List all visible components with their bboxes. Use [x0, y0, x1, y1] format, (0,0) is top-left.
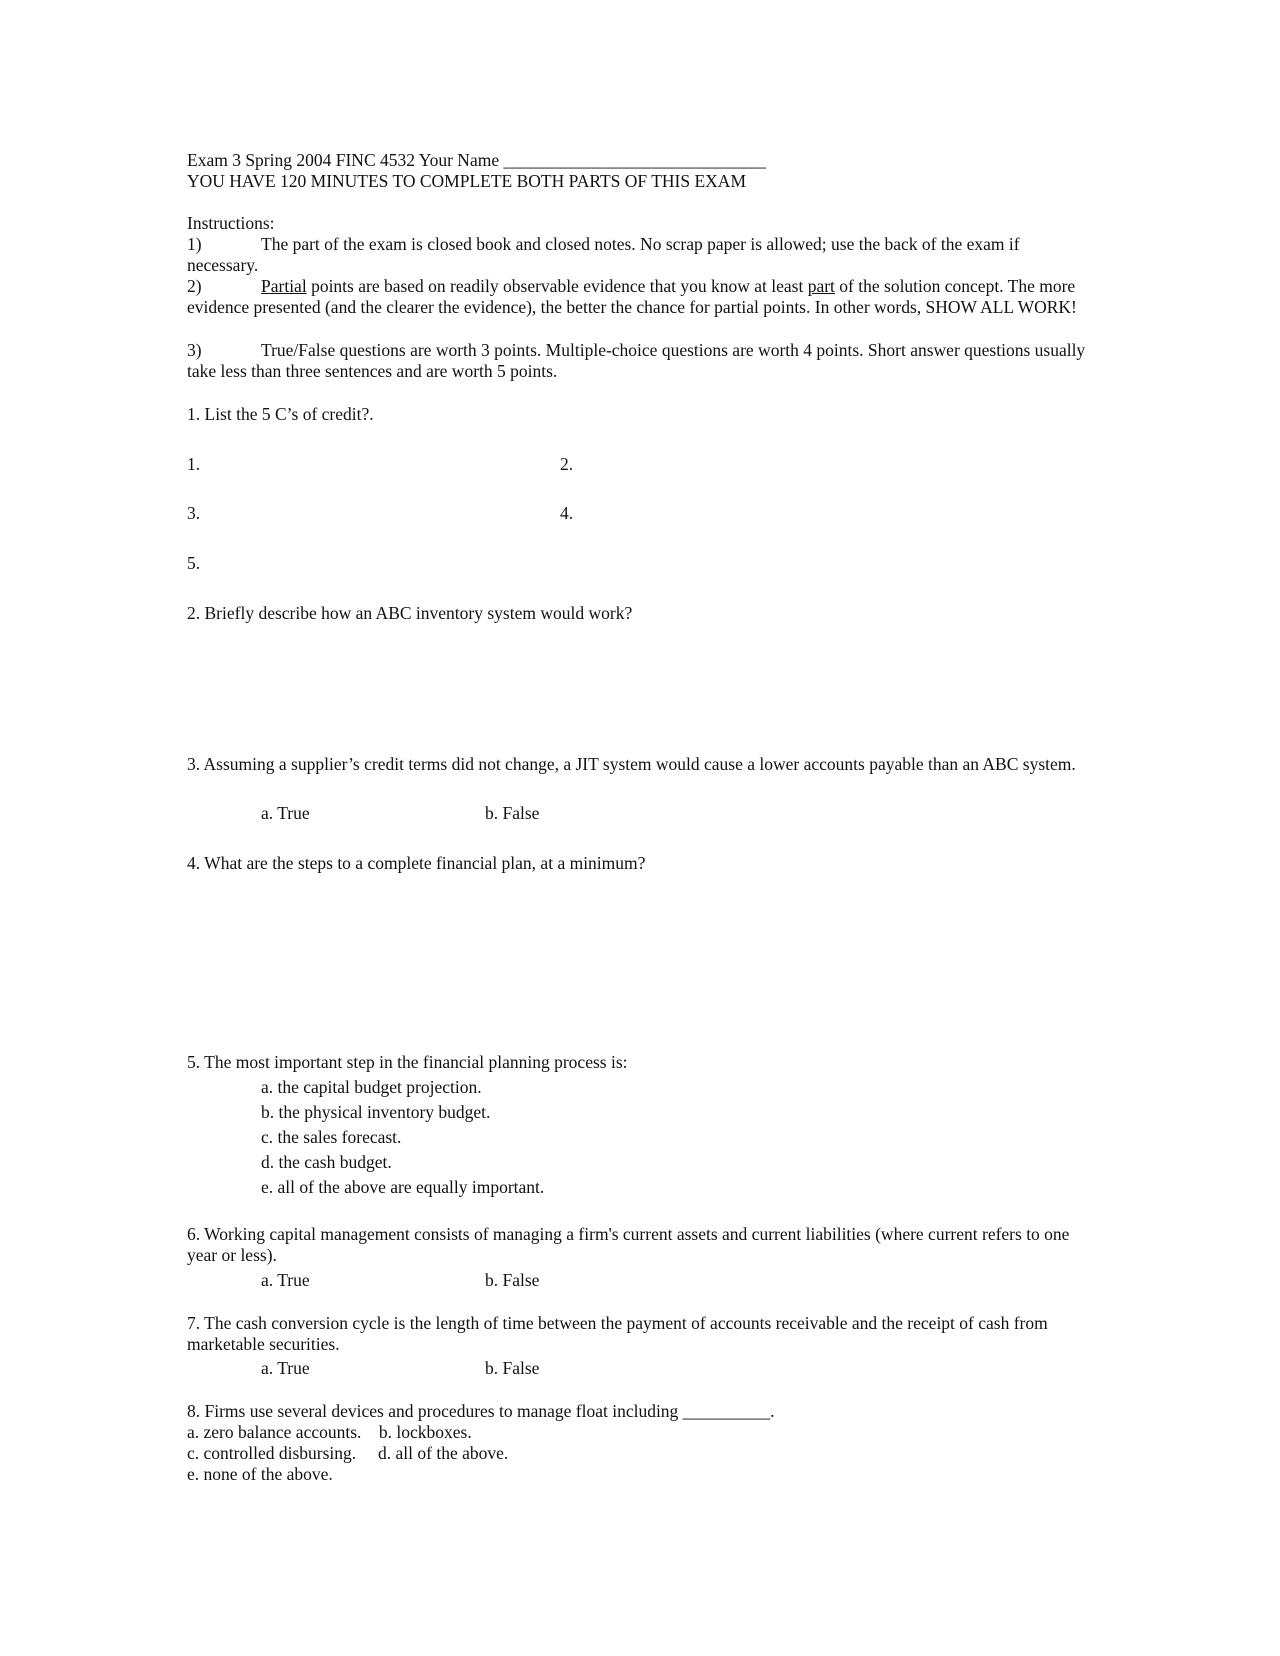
instruction-2-underlined-partial: Partial — [261, 276, 307, 296]
q1-answer-slot-5: 5. — [187, 553, 201, 573]
exam-header-line: Exam 3 Spring 2004 FINC 4532 Your Name ______________________________ — [187, 150, 766, 170]
instruction-1 — [187, 234, 1087, 277]
instruction-2-underlined-part: part — [807, 276, 835, 296]
q1-answer-slot-1: 1. — [187, 454, 201, 474]
q5-option-b: b. the physical inventory budget. — [261, 1102, 491, 1122]
q6-option-false: b. False — [485, 1270, 540, 1290]
question-1: 1. List the 5 C’s of credit?. — [187, 404, 374, 424]
instruction-1-number: 1) — [187, 234, 202, 254]
q5-option-d: d. the cash budget. — [261, 1152, 392, 1172]
q7-option-false: b. False — [485, 1358, 540, 1378]
question-4: 4. What are the steps to a complete financial plan, at a minimum? — [187, 853, 646, 873]
q8-options-c-d: c. controlled disbursing. d. all of the above. — [187, 1443, 509, 1463]
question-5: 5. The most important step in the financial planning process is: — [187, 1052, 628, 1072]
q8-option-e: e. none of the above. — [187, 1464, 333, 1484]
q5-option-a: a. the capital budget projection. — [261, 1077, 482, 1097]
question-7: 7. The cash conversion cycle is the length of time between the payment of accounts receivable and the receipt of cash from marketable securities. — [187, 1313, 1048, 1355]
q5-option-e: e. all of the above are equally important. — [261, 1177, 545, 1197]
q5-option-c: c. the sales forecast. — [261, 1127, 402, 1147]
q1-answer-slot-4: 4. — [560, 503, 574, 523]
time-limit-notice: YOU HAVE 120 MINUTES TO COMPLETE BOTH PARTS OF THIS EXAM — [187, 171, 747, 191]
question-6: 6. Working capital management consists of managing a firm's current assets and current liabilities (where current refers to one year or less). — [187, 1224, 1070, 1266]
instructions-heading: Instructions: — [187, 213, 275, 233]
instruction-2 — [187, 276, 1087, 319]
instruction-3-number: 3) — [187, 340, 202, 360]
instruction-2-text-b: of the solution concept. The more evidence presented (and the clearer the evidence), the better the chance for partial points. In other words, SHOW ALL WORK! — [187, 276, 1077, 318]
question-8: 8. Firms use several devices and procedures to manage float including __________. — [187, 1401, 775, 1421]
q1-answer-slot-3: 3. — [187, 503, 201, 523]
instruction-3-text: True/False questions are worth 3 points. Multiple-choice questions are worth 4 points. Short answer questions usually take less than three sentences and are worth 5 points. — [187, 340, 1086, 382]
q1-answer-slot-2: 2. — [560, 454, 574, 474]
instruction-3 — [187, 340, 1087, 383]
q6-option-true: a. True — [261, 1270, 310, 1290]
instruction-1-text: The part of the exam is closed book and closed notes. No scrap paper is allowed; use the back of the exam if necessary. — [187, 234, 1020, 276]
q7-option-true: a. True — [261, 1358, 310, 1378]
instruction-2-text-a: points are based on readily observable evidence that you know at least — [306, 276, 808, 296]
instruction-2-number: 2) — [187, 276, 202, 296]
q8-options-a-b: a. zero balance accounts. b. lockboxes. — [187, 1422, 472, 1442]
question-2: 2. Briefly describe how an ABC inventory system would work? — [187, 603, 633, 623]
question-3: 3. Assuming a supplier’s credit terms did not change, a JIT system would cause a lower accounts payable than an ABC system. — [187, 754, 1076, 774]
q3-option-false: b. False — [485, 803, 540, 823]
q3-option-true: a. True — [261, 803, 310, 823]
